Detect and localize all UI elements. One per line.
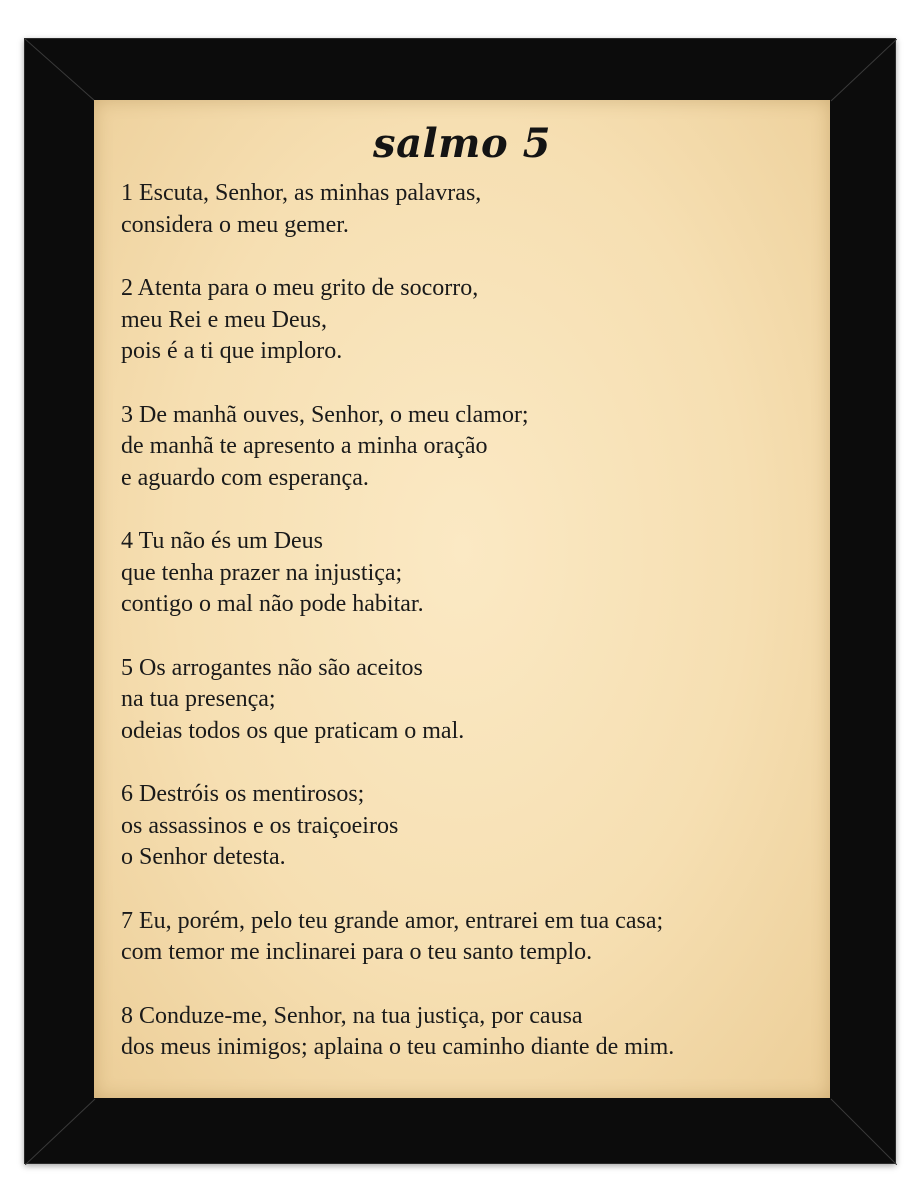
verse-line: que tenha prazer na injustiça;: [121, 559, 403, 586]
verse-line: pois é a ti que imploro.: [121, 338, 343, 364]
verse-line: 3 De manhã ouves, Senhor, o meu clamor;: [121, 401, 529, 428]
verse-line: 4 Tu não és um Deus: [121, 528, 324, 554]
verse-1: [121, 178, 821, 241]
verse-line: dos meus inimigos; aplaina o teu caminho diante de mim.: [121, 1034, 675, 1060]
verse-line: odeias todos os que praticam o mal.: [121, 717, 465, 744]
verse-line: de manhã te apresento a minha oração: [121, 433, 488, 459]
verse-line: 5 Os arrogantes não são aceitos: [121, 654, 423, 681]
parchment-page: [94, 100, 830, 1098]
verse-list: [121, 178, 821, 1096]
verse-line: na tua presença;: [121, 686, 276, 712]
verse-line: e aguardo com esperança.: [121, 464, 369, 491]
verse-8: [121, 1001, 821, 1064]
verse-line: com temor me inclinarei para o teu santo templo.: [121, 939, 593, 965]
psalm-title: salmo 5: [373, 120, 551, 167]
verse-3: [121, 400, 821, 495]
verse-line: 6 Destróis os mentirosos;: [121, 781, 365, 807]
verse-line: o Senhor detesta.: [121, 844, 286, 870]
verse-6: [121, 779, 821, 874]
verse-line: considera o meu gemer.: [121, 211, 349, 238]
verse-line: os assassinos e os traiçoeiros: [121, 812, 399, 839]
verse-line: 7 Eu, porém, pelo teu grande amor, entrarei em tua casa;: [121, 907, 664, 934]
verse-2: [121, 273, 821, 368]
verse-5: [121, 653, 821, 748]
verse-line: 8 Conduze-me, Senhor, na tua justiça, por causa: [121, 1002, 583, 1029]
verse-line: 2 Atenta para o meu grito de socorro,: [121, 275, 479, 301]
verse-4: [121, 526, 821, 621]
verse-7: [121, 906, 821, 969]
verse-line: contigo o mal não pode habitar.: [121, 591, 424, 617]
verse-line: 1 Escuta, Senhor, as minhas palavras,: [121, 180, 482, 206]
verse-line: meu Rei e meu Deus,: [121, 306, 327, 333]
